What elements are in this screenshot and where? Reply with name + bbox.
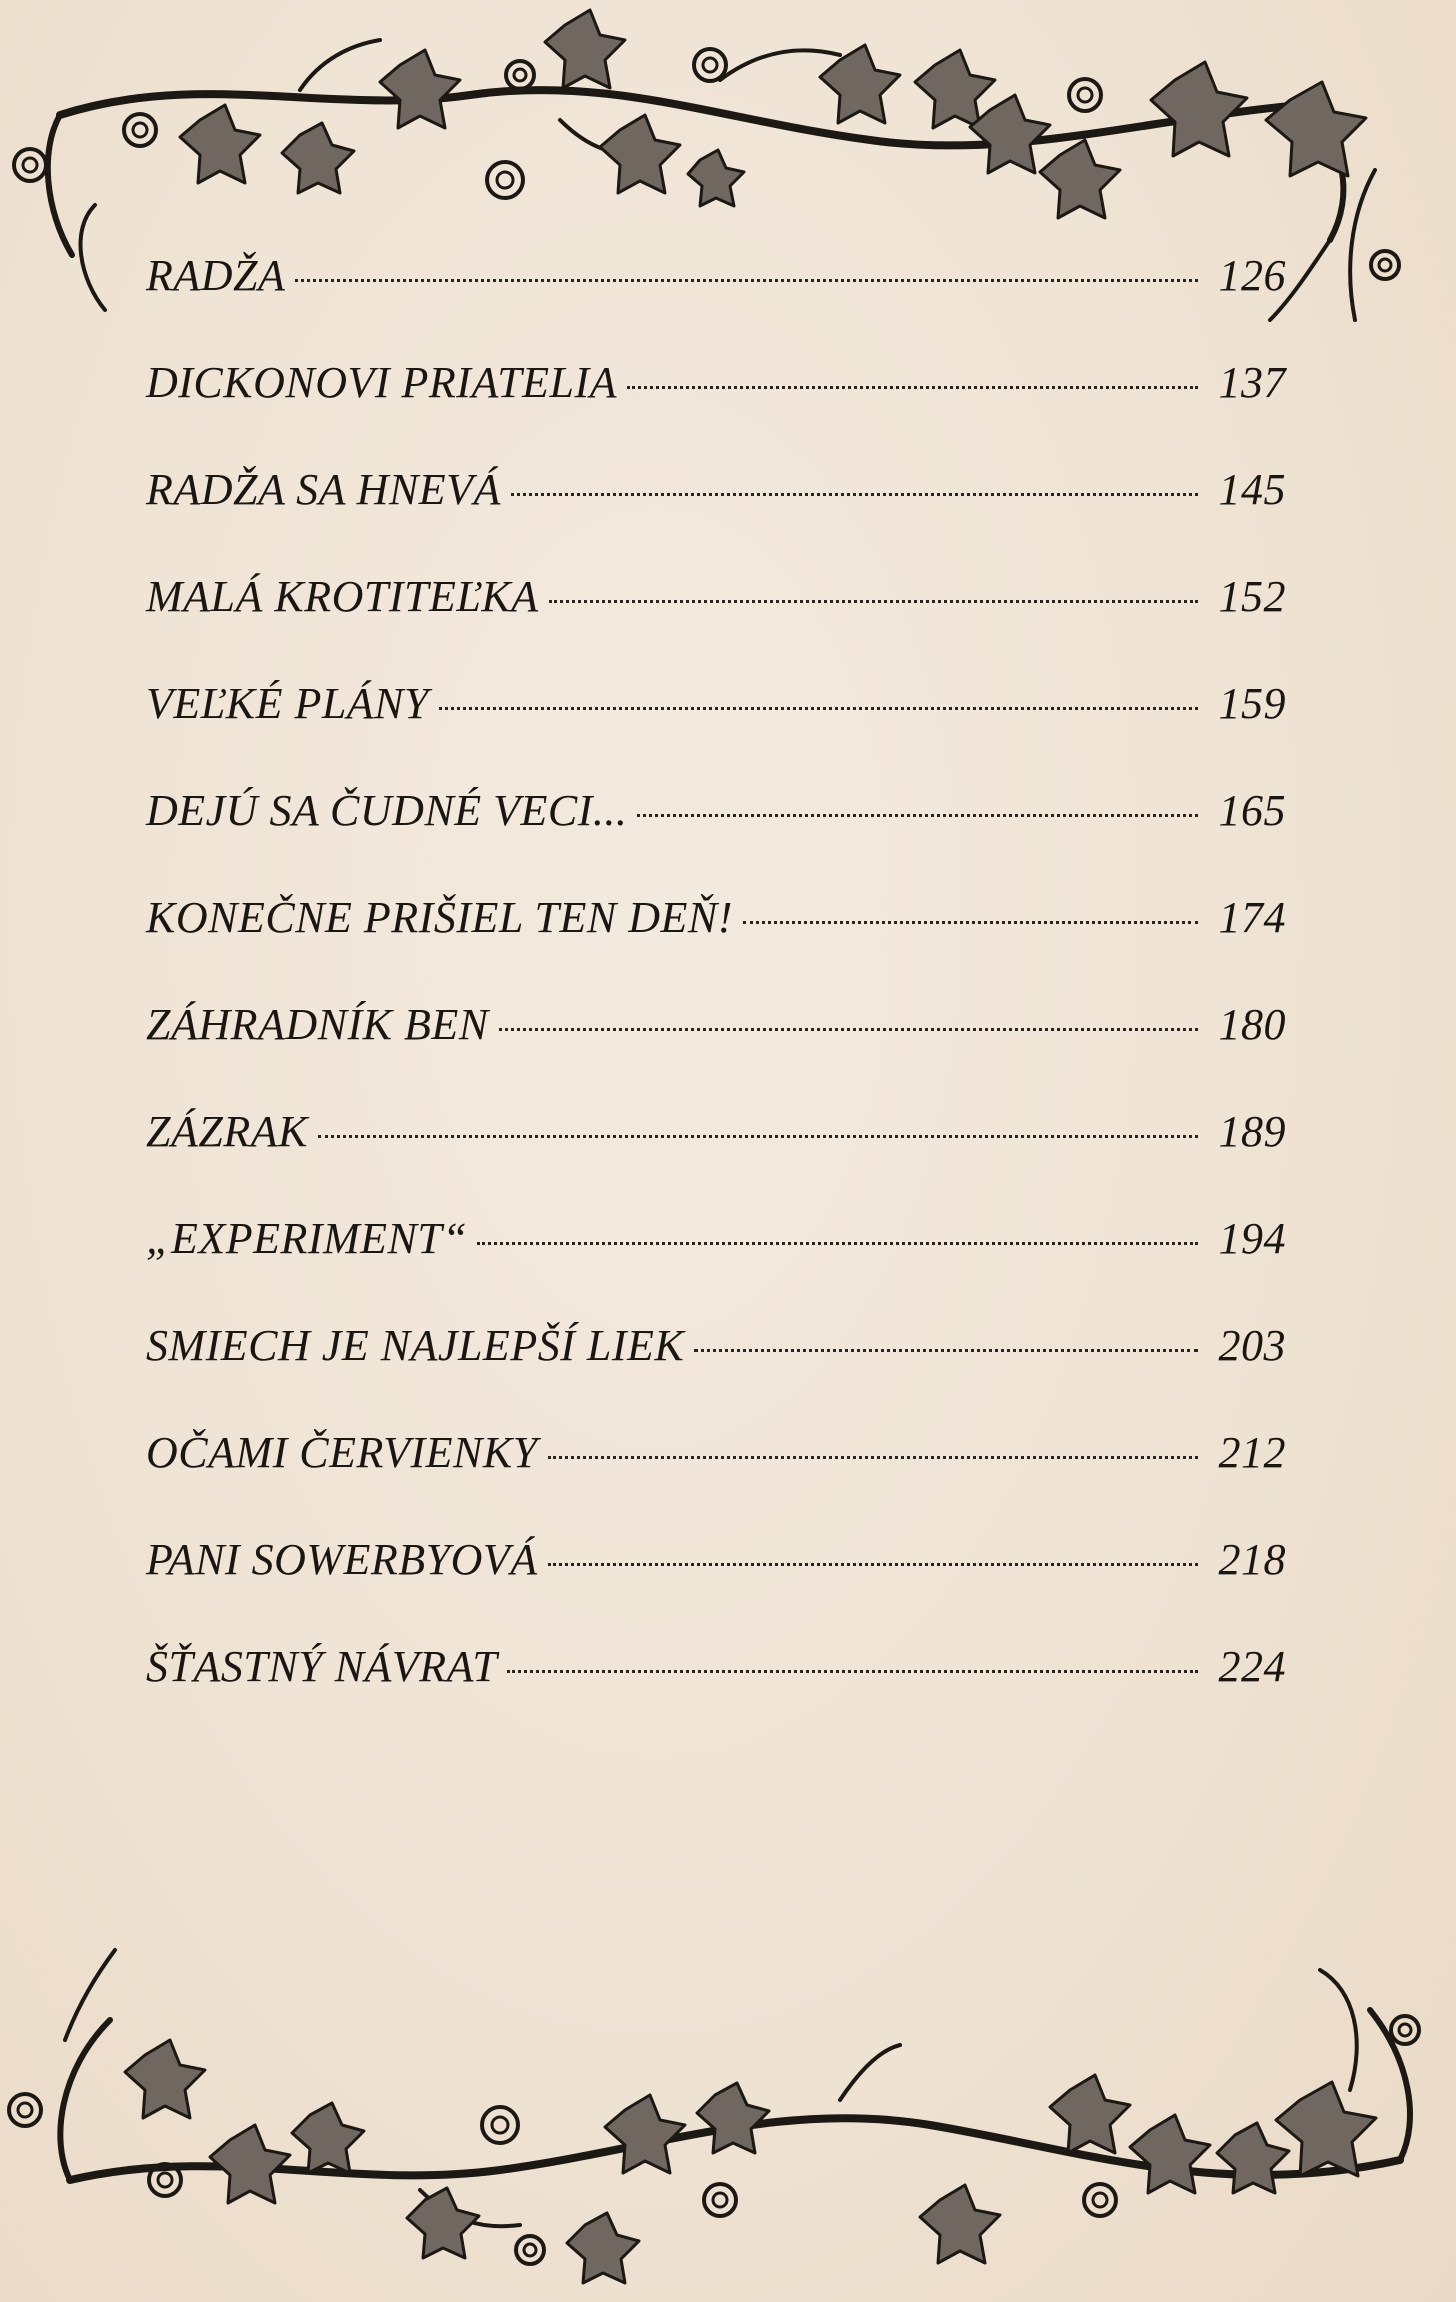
toc-entry-page: 194 <box>1218 1214 1286 1263</box>
toc-entry-page: 137 <box>1218 358 1286 407</box>
toc-entry-title: VEĽKÉ PLÁNY <box>146 679 429 728</box>
toc-entry-page: 180 <box>1218 1000 1286 1049</box>
toc-entry-page: 212 <box>1218 1428 1286 1477</box>
toc-entry-title: ZÁHRADNÍK BEN <box>146 1000 489 1049</box>
toc-entry[interactable] <box>146 892 1286 999</box>
toc-entry-page: 126 <box>1218 251 1286 300</box>
toc-entry[interactable] <box>146 1320 1286 1427</box>
dot-leader <box>295 279 1198 282</box>
toc-entry-page: 145 <box>1218 465 1286 514</box>
toc-entry-title: ŠŤASTNÝ NÁVRAT <box>146 1642 498 1691</box>
toc-entry-page: 224 <box>1218 1642 1286 1691</box>
dot-leader <box>499 1028 1198 1031</box>
toc-entry-title: RADŽA SA HNEVÁ <box>146 465 501 514</box>
dot-leader <box>548 1456 1198 1459</box>
toc-entry[interactable] <box>146 678 1286 785</box>
toc-entry-title: OČAMI ČERVIENKY <box>146 1428 538 1477</box>
toc-entry-page: 218 <box>1218 1535 1286 1584</box>
toc-entry-title: RADŽA <box>146 251 286 300</box>
toc-entry[interactable] <box>146 785 1286 892</box>
dot-leader <box>507 1670 1198 1673</box>
dot-leader <box>549 600 1198 603</box>
toc-entry-title: DICKONOVI PRIATELIA <box>146 358 618 407</box>
dot-leader <box>548 1563 1198 1566</box>
toc-entry[interactable] <box>146 1641 1286 1748</box>
dot-leader <box>743 921 1198 924</box>
toc-entry-page: 189 <box>1218 1107 1286 1156</box>
toc-entry-title: PANI SOWERBYOVÁ <box>146 1535 538 1584</box>
toc-entry-title: DEJÚ SA ČUDNÉ VECI... <box>146 786 628 835</box>
toc-entry-title: MALÁ KROTITEĽKA <box>146 572 539 621</box>
toc-entry-title: SMIECH JE NAJLEPŠÍ LIEK <box>146 1321 685 1370</box>
toc-entry[interactable] <box>146 1427 1286 1534</box>
dot-leader <box>627 386 1198 389</box>
dot-leader <box>439 707 1198 710</box>
ivy-vine-border-bottom-icon <box>0 1930 1456 2302</box>
dot-leader <box>511 493 1198 496</box>
toc-entry[interactable] <box>146 357 1286 464</box>
toc-entry-page: 159 <box>1218 679 1286 728</box>
dot-leader <box>318 1135 1198 1138</box>
toc-entry-title: ZÁZRAK <box>146 1107 308 1156</box>
toc-entry[interactable] <box>146 1106 1286 1213</box>
dot-leader <box>477 1242 1198 1245</box>
toc-entry[interactable] <box>146 999 1286 1106</box>
toc-entry[interactable] <box>146 464 1286 571</box>
dot-leader <box>694 1349 1198 1352</box>
toc-entry[interactable] <box>146 250 1286 357</box>
toc-entry-page: 203 <box>1218 1321 1286 1370</box>
table-of-contents <box>146 250 1286 1748</box>
toc-entry-title: „EXPERIMENT“ <box>146 1214 468 1263</box>
toc-entry-title: KONEČNE PRIŠIEL TEN DEŇ! <box>146 893 733 942</box>
toc-entry-page: 152 <box>1218 572 1286 621</box>
dot-leader <box>637 814 1198 817</box>
toc-entry[interactable] <box>146 571 1286 678</box>
toc-entry[interactable] <box>146 1534 1286 1641</box>
toc-entry[interactable] <box>146 1213 1286 1320</box>
toc-entry-page: 174 <box>1218 893 1286 942</box>
toc-entry-page: 165 <box>1218 786 1286 835</box>
